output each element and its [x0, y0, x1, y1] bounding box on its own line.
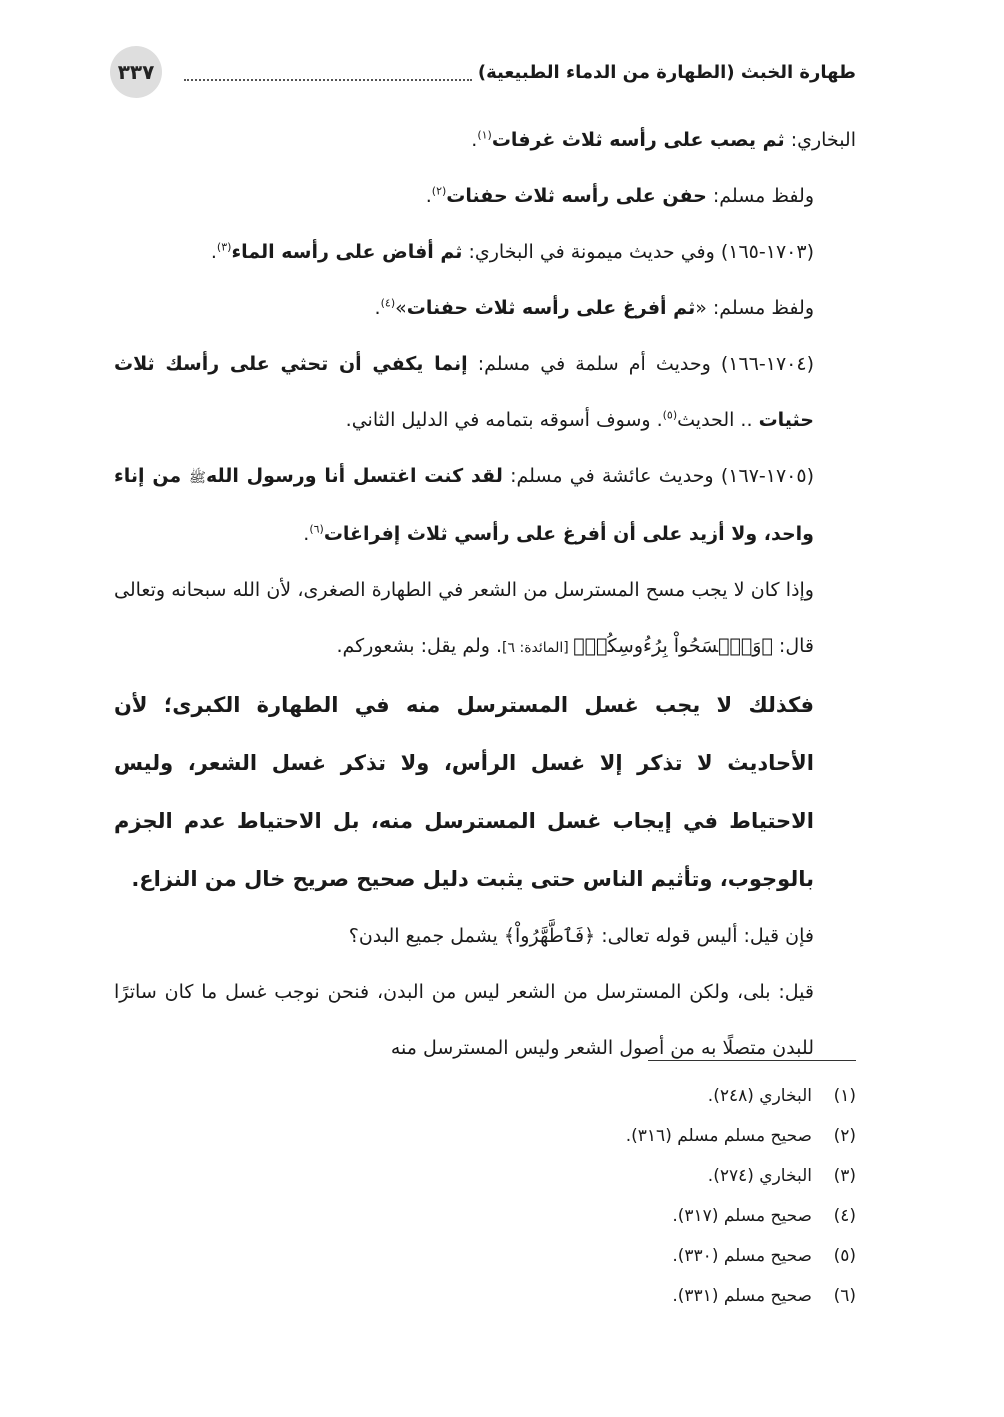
footnote-number: (٣) — [833, 1166, 856, 1186]
paragraph-9 — [114, 908, 856, 964]
text: وإذا كان لا يجب مسح المسترسل من الشعر في الطهارة الصغرى، لأن الله سبحانه وتعالى قال: — [114, 579, 814, 657]
footnote-item — [356, 1156, 856, 1196]
text: .. الحديث — [677, 409, 759, 431]
text: (١٧٠٥-١٦٧) وحديث عائشة في مسلم: — [502, 465, 815, 487]
running-title-text: طهارة الخبث (الطهارة من الدماء الطبيعية) — [477, 61, 856, 83]
paragraph-4 — [114, 280, 856, 336]
text: البخاري: — [784, 129, 856, 151]
footnote-item — [356, 1276, 856, 1316]
footnote-item — [356, 1236, 856, 1276]
paragraph-10: قيل: بلى، ولكن المسترسل من الشعر ليس من البدن، فنحن نوجب غسل ما كان ساترًا للبدن متصلًا به من أصول الشعر وليس المسترسل منه — [114, 981, 814, 1059]
page-number-badge: ٣٣٧ — [110, 46, 162, 98]
footnote-item — [356, 1116, 856, 1156]
footnote-ref[interactable]: (٢) — [431, 184, 447, 198]
text: . — [471, 129, 478, 151]
footnote-item — [356, 1076, 856, 1116]
footnote-ref[interactable]: (٤) — [380, 296, 396, 310]
hadith-text: ثم أفاض على رأسه الماء — [231, 241, 463, 263]
text: (١٧٠٣-١٦٥) وفي حديث ميمونة في البخاري: — [462, 241, 814, 263]
text: . — [425, 185, 432, 207]
footnote-ref[interactable]: (٥) — [662, 408, 678, 422]
paragraph-6 — [114, 448, 856, 562]
hadith-text: لقد كنت اغتسل أنا ورسول الله — [205, 465, 503, 487]
footnote-text: البخاري (٢٧٤). — [707, 1166, 812, 1186]
text: . وسوف أسوقه بتمامه في الدليل الثاني. — [345, 409, 663, 431]
footnote-item — [356, 1196, 856, 1236]
footnote-text: صحيح مسلم (٣٣١). — [672, 1286, 812, 1306]
text: . — [303, 523, 310, 545]
footnote-ref[interactable]: (٦) — [309, 522, 324, 536]
text: . — [374, 297, 381, 319]
salawat-mark-icon: ﷺ — [189, 470, 206, 486]
footnote-number: (١) — [833, 1086, 856, 1106]
hadith-text: إنما يكفي أن تحثي على رأسك ثلاث حثيات — [114, 353, 814, 431]
footnote-text: البخاري (٢٤٨). — [707, 1086, 812, 1106]
paragraph-7 — [114, 562, 856, 676]
text: ولفظ مسلم: « — [695, 297, 814, 319]
paragraph-3 — [114, 224, 856, 280]
text: (١٧٠٤-١٦٦) وحديث أم سلمة في مسلم: — [467, 353, 815, 375]
text: يشمل جميع البدن؟ — [348, 925, 504, 947]
verse-reference: [المائدة: ٦] — [502, 640, 574, 656]
quran-verse: ﴿فَٱطَّهَّرُواْ﴾ — [503, 925, 596, 947]
footnote-text: صحيح مسلم (٣١٧). — [672, 1206, 812, 1226]
footnote-ref[interactable]: (٣) — [216, 240, 232, 254]
footnote-number: (٢) — [833, 1126, 856, 1146]
paragraph-1 — [114, 112, 856, 168]
dotted-leader — [184, 63, 472, 81]
text: . — [210, 241, 217, 263]
paragraph-2 — [114, 168, 856, 224]
footnote-number: (٦) — [833, 1286, 856, 1306]
text: فإن قيل: أليس قوله تعالى: — [595, 925, 814, 947]
page-header — [110, 46, 856, 102]
hadith-text: ثم أفرغ على رأسه ثلاث حفنات — [406, 297, 696, 319]
footnotes — [356, 1076, 856, 1316]
footnote-number: (٤) — [833, 1206, 856, 1226]
paragraph-8: فكذلك لا يجب غسل المسترسل منه في الطهارة الكبرى؛ لأن الأحاديث لا تذكر إلا غسل الرأس، ولا تذكر غسل الشعر، وليس الاحتياط في إيجاب غسل المسترسل منه، بل الاحتياط عدم الجزم بالوجوب، وتأثيم الناس حتى يثبت دليل صحيح صريح خال من النزاع. — [114, 693, 814, 891]
quran-verse: ﴿وَٱمۡسَحُواْ بِرُءُوسِكُمۡ﴾ — [573, 635, 773, 657]
footnote-number: (٥) — [833, 1246, 856, 1266]
footnote-divider — [648, 1060, 856, 1061]
hadith-text: ثم يصب على رأسه ثلاث غرفات — [491, 129, 785, 151]
text: ولفظ مسلم: — [706, 185, 814, 207]
hadith-text: حفن على رأسه ثلاث حفنات — [446, 185, 707, 207]
footnote-text: صحيح مسلم مسلم (٣١٦). — [625, 1126, 812, 1146]
footnote-ref[interactable]: (١) — [477, 128, 492, 142]
running-title — [174, 56, 856, 88]
main-text — [114, 112, 856, 1076]
text: » — [395, 297, 407, 319]
paragraph-5 — [114, 336, 856, 448]
hadith-text: من إناء واحد، ولا أزيد على أن أفرغ على رأسي ثلاث إفراغات — [114, 465, 814, 545]
footnote-text: صحيح مسلم (٣٣٠). — [672, 1246, 812, 1266]
text: . ولم يقل: بشعوركم. — [336, 635, 503, 657]
